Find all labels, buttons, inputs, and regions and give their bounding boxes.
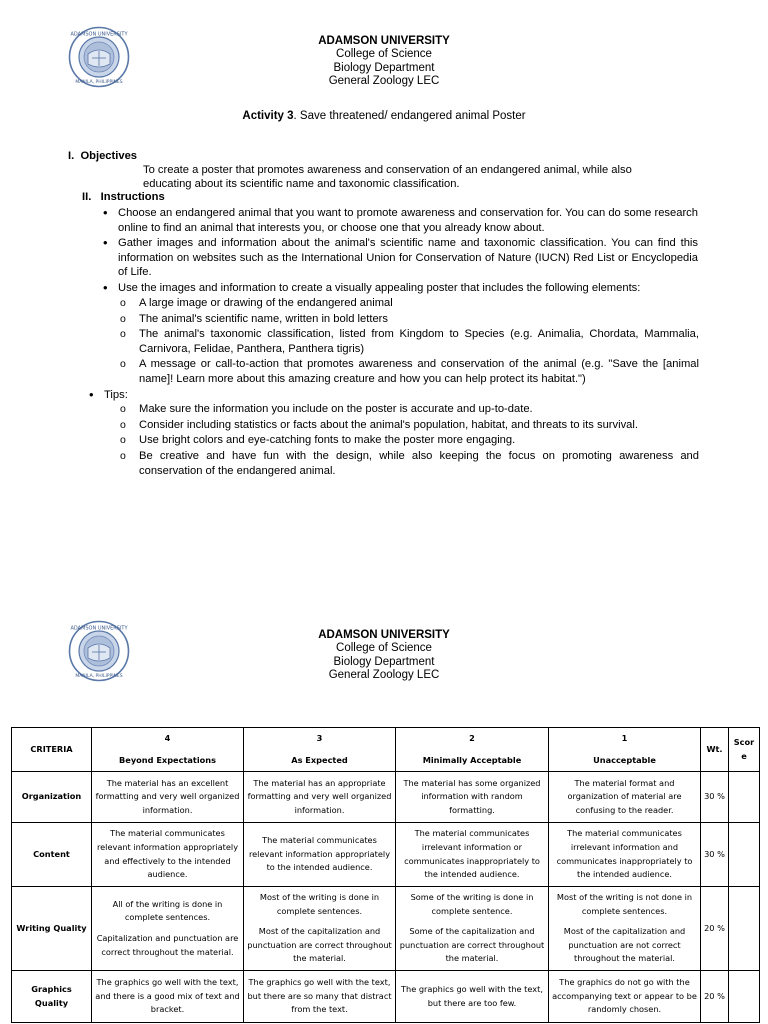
tip-item: Be creative and have fun with the design, while also keeping the focus on promoting awareness and conservation of the endangered animal. [139, 450, 699, 477]
circle-bullet-icon: o [120, 450, 126, 462]
tips-label: Tips: [104, 389, 128, 401]
level-header-3: 3 As Expected [244, 728, 396, 772]
rubric-cell: The material communicates irrelevant information or communicates inappropriately to the intended audience. [396, 823, 549, 887]
department-name: Biology Department [333, 61, 435, 74]
rubric-cell: The material has an excellent formatting and very well organized information. [92, 772, 244, 823]
score-cell [729, 971, 760, 1023]
course-name: General Zoology LEC [328, 75, 440, 88]
circle-bullet-icon: o [120, 313, 126, 325]
score-cell [729, 772, 760, 823]
criteria-cell: Organization [12, 772, 92, 823]
circle-bullet-icon: o [120, 419, 126, 431]
department-name: Biology Department [333, 655, 435, 668]
rubric-cell: The material communicates irrelevant information and communicates inappropriately to the intended audience. [549, 823, 701, 887]
score-cell [729, 823, 760, 887]
college-name: College of Science [336, 48, 432, 61]
svg-text:MANILA, PHILIPPINES: MANILA, PHILIPPINES [75, 674, 123, 679]
score-header: Scor e [729, 728, 760, 772]
university-seal-logo [68, 26, 130, 88]
instruction-item: Gather images and information about the animal's scientific name and taxonomic classification. You can find this information on websites such as the International Union for Conservation of Nature (IUCN) Red List or Encyclopedia of Life. [118, 237, 698, 279]
circle-bullet-icon: o [120, 358, 126, 370]
rubric-row-writing-quality [12, 887, 760, 971]
activity-label: Activity 3 [242, 110, 294, 122]
circle-bullet-icon: o [120, 328, 126, 340]
rubric-row-content [12, 823, 760, 887]
rubric-cell: The material format and organization of material are confusing to the reader. [549, 772, 701, 823]
university-seal-logo [68, 620, 130, 682]
rubric-cell: Most of the writing is done in complete sentences. Most of the capitalization and punctuation are correct throughout the material. [244, 887, 396, 971]
rubric-cell: All of the writing is done in complete sentences. Capitalization and punctuation are correct throughout the material. [92, 887, 244, 971]
document-header [184, 35, 584, 89]
level-header-4: 4 Beyond Expectations [92, 728, 244, 772]
rubric-cell: The graphics go well with the text, but there are too few. [396, 971, 549, 1023]
rubric-cell: The material communicates relevant information appropriately and effectively to the intended audience. [92, 823, 244, 887]
rubric-row-organization [12, 772, 760, 823]
criteria-cell: Content [12, 823, 92, 887]
rubric-cell: The material has some organized information with random formatting. [396, 772, 549, 823]
score-cell [729, 887, 760, 971]
instructions-heading-text: Instructions [100, 191, 165, 203]
svg-text:ADAMSON UNIVERSITY: ADAMSON UNIVERSITY [70, 31, 128, 38]
rubric-cell: The graphics go well with the text, and there is a good mix of text and bracket. [92, 971, 244, 1023]
instruction-subitem: The animal's taxonomic classification, listed from Kingdom to Species (e.g. Animalia, Chordata, Mammalia, Carnivora, Felidae, Panthera, Panthera tigris) [139, 328, 699, 355]
circle-bullet-icon: o [120, 434, 126, 446]
svg-text:ADAMSON UNIVERSITY: ADAMSON UNIVERSITY [70, 625, 128, 632]
rubric-header-row [12, 728, 760, 772]
weight-header: Wt. [701, 728, 729, 772]
weight-cell: 30 % [701, 772, 729, 823]
rubric-table [11, 727, 760, 1023]
instruction-subitem: A message or call-to-action that promotes awareness and conservation of the animal (e.g. "Save the [animal name]! Learn more about this amazing creature and how you can help protect its habitat.") [139, 358, 699, 385]
course-name: General Zoology LEC [328, 669, 440, 682]
university-name: ADAMSON UNIVERSITY [318, 35, 450, 47]
bullet-icon: • [89, 387, 94, 402]
circle-bullet-icon: o [120, 297, 126, 309]
objectives-heading [68, 150, 137, 162]
bullet-icon: • [103, 205, 108, 220]
activity-title-text: . Save threatened/ endangered animal Poster [293, 110, 526, 122]
instruction-subitem: The animal's scientific name, written in bold letters [139, 313, 388, 325]
document-header-page2 [184, 629, 584, 683]
university-name: ADAMSON UNIVERSITY [318, 629, 450, 641]
objectives-numeral: I. [68, 150, 75, 162]
svg-text:MANILA, PHILIPPINES: MANILA, PHILIPPINES [75, 80, 123, 85]
weight-cell: 20 % [701, 971, 729, 1023]
objectives-heading-text: Objectives [80, 150, 138, 162]
weight-cell: 20 % [701, 887, 729, 971]
rubric-row-graphics-quality [12, 971, 760, 1023]
college-name: College of Science [336, 642, 432, 655]
objectives-text-line2: educating about its scientific name and taxonomic classification. [143, 178, 460, 190]
instructions-numeral: II. [82, 191, 92, 203]
level-header-2: 2 Minimally Acceptable [396, 728, 549, 772]
instruction-subitem: A large image or drawing of the endangered animal [139, 297, 393, 309]
rubric-cell: The graphics do not go with the accompanying text or appear to be randomly chosen. [549, 971, 701, 1023]
objectives-text-line1: To create a poster that promotes awareness and conservation of an endangered animal, while also [143, 164, 632, 176]
tip-item: Consider including statistics or facts about the animal's population, habitat, and threats to its survival. [139, 419, 639, 431]
instruction-item: Choose an endangered animal that you want to promote awareness and conservation for. You can do some research online to find an animal that interests you, or choose one that you already know about. [118, 207, 698, 234]
level-header-1: 1 Unacceptable [549, 728, 701, 772]
rubric-cell: The material has an appropriate formatting and very well organized information. [244, 772, 396, 823]
rubric-cell: Some of the writing is done in complete sentence. Some of the capitalization and punctuation are correct throughout the material. [396, 887, 549, 971]
activity-title [0, 110, 768, 122]
instructions-heading [82, 191, 165, 203]
rubric-cell: The material communicates relevant information appropriately to the intended audience. [244, 823, 396, 887]
instruction-item: Use the images and information to create a visually appealing poster that includes the following elements: [118, 282, 641, 294]
bullet-icon: • [103, 280, 108, 295]
tip-item: Make sure the information you include on the poster is accurate and up-to-date. [139, 403, 533, 415]
criteria-header: CRITERIA [12, 728, 92, 772]
rubric-cell: Most of the writing is not done in complete sentences. Most of the capitalization and punctuation are not correct throughout the material. [549, 887, 701, 971]
weight-cell: 30 % [701, 823, 729, 887]
rubric-cell: The graphics go well with the text, but there are so many that distract from the text. [244, 971, 396, 1023]
tip-item: Use bright colors and eye-catching fonts to make the poster more engaging. [139, 434, 516, 446]
criteria-cell: Graphics Quality [12, 971, 92, 1023]
criteria-cell: Writing Quality [12, 887, 92, 971]
bullet-icon: • [103, 235, 108, 250]
circle-bullet-icon: o [120, 403, 126, 415]
